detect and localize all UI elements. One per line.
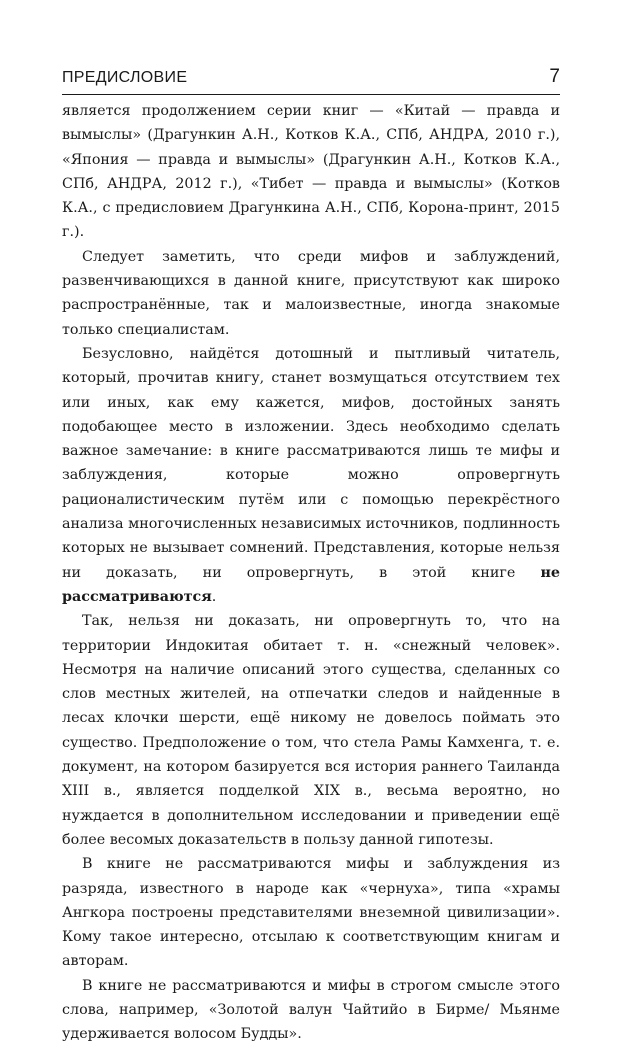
paragraph: Следует заметить, что среди мифов и заблуждений, развенчивающихся в данной книге, присутствуют как широко распространённые, так и малоизвестные, иногда знакомые только специалистам.	[62, 248, 560, 338]
header-rule	[62, 94, 560, 95]
paragraph: Так, нельзя ни доказать, ни опровергнуть то, что на территории Индокитая обитает т. н. «снежный человек». Несмотря на наличие описаний этого существа, сделанных со слов местных жителей, на отпечатки следов и найденные в лесах клочки шерсти, ещё никому не довелось поймать это существо. Предположение о том, что стела Рамы Камхенга, т. е. документ, на котором базируется вся история раннего Таиланда XIII в., является подделкой XIX в., весьма вероятно, но нуждается в дополнительном исследовании и приведении ещё более весомых доказательств в пользу данной гипотезы.	[62, 613, 560, 848]
running-header	[62, 66, 560, 88]
paragraph: В книге не рассматриваются и мифы в строгом смысле этого слова, например, «Золотой валун Чайтийо в Бирме/ Мьянме удерживается волосом Будды».	[62, 977, 560, 1043]
paragraph-text: Безусловно, найдётся дотошный и пытливый читатель, который, прочитав книгу, станет возмущаться отсутствием тех или иных, как ему кажется, мифов, достойных занять подобающее место в изложении. Здесь необходимо сделать важное замечание: в книге рассматриваются лишь те мифы и заблуждения, которые можно опровергнуть рационалистическим путём или с помощью перекрёстного анализа многочисленных независимых источников, подлинность которых не вызывает сомнений. Представления, которые нельзя ни доказать, ни опровергнуть, в этой книге	[62, 345, 560, 581]
paragraph: В книге не рассматриваются мифы и заблуждения из разряда, известного в народе как «чернуха», типа «храмы Ангкора построены представителями внеземной цивилизации». Кому такое интересно, отсылаю к соответствующим книгам и авторам.	[62, 856, 560, 970]
page-number: 7	[549, 66, 560, 87]
running-title: ПРЕДИСЛОВИЕ	[62, 69, 188, 86]
paragraph-continuation: является продолжением серии книг — «Китай — правда и вымыслы» (Драгункин А.Н., Котков К.А., СПб, АНДРА, 2010 г.), «Япония — правда и вымыслы» (Драгункин А.Н., Котков К.А., СПб, АНДРА, 2012 г.), «Тибет — правда и вымыслы» (Котков К.А., с предисловием Драгункина А.Н., СПб, Корона-принт, 2015 г.).	[62, 103, 560, 241]
emphasis-text: не рассматриваются	[62, 564, 560, 605]
body-text	[62, 99, 560, 1047]
paragraph-text: .	[211, 588, 217, 605]
paragraph	[62, 342, 560, 609]
